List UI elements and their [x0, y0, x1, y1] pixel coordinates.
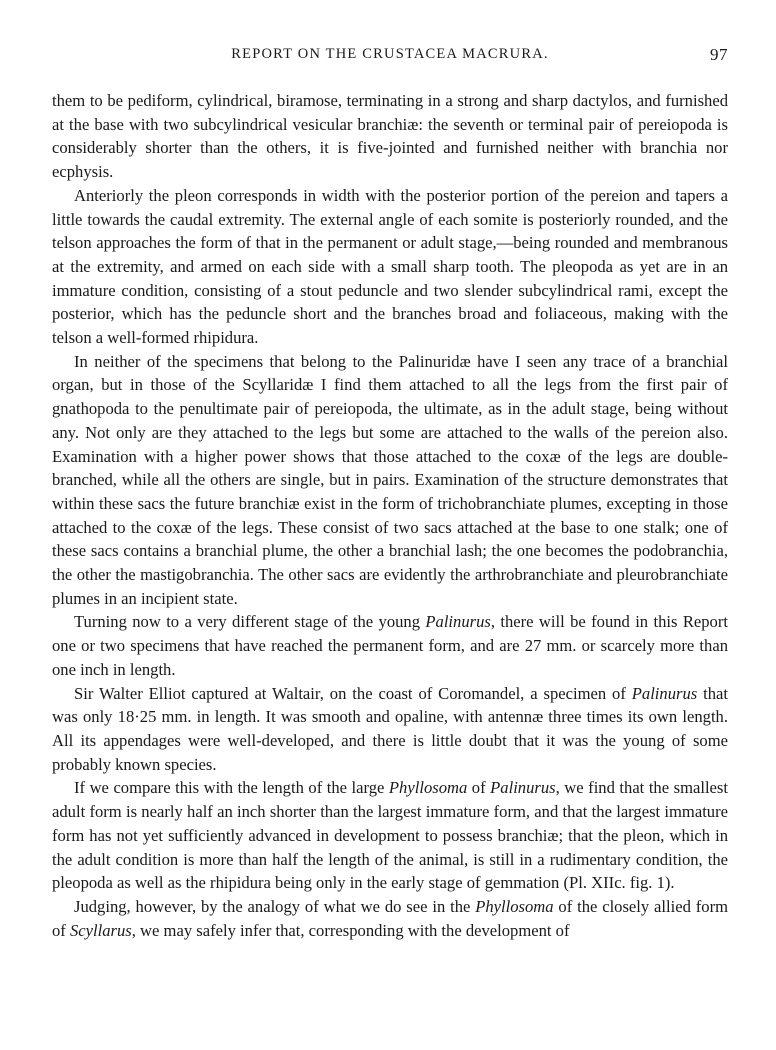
paragraph-text: of — [467, 778, 491, 798]
paragraph-text: , there will be found in this Report one or two specimens that have reached the permanent form, and are 27 mm. or scarcely more than one inch in length. — [52, 612, 728, 679]
genus-name: Scyllarus — [69, 920, 132, 940]
genus-name: Palinurus — [631, 683, 698, 703]
genus-name: Palinurus — [490, 778, 556, 798]
paragraph-text: Turning now to a very different stage of the young — [74, 612, 426, 632]
paragraph-text: Sir Walter Elliot captured at Waltair, on the coast of Coromandel, a specimen of — [74, 683, 632, 703]
page-header — [52, 46, 728, 70]
paragraph-text: of the closely allied form of — [52, 896, 729, 940]
paragraph-text: them to be pediform, cylindrical, biramose, terminating in a strong and sharp dactylos, and furnished at the base with two subcylindrical vesicular branchiæ: the seventh or terminal pair of pereiopoda is considerably shorter than the others, it is five-jointed and furnished neither with branchia nor ecphysis. — [52, 91, 728, 182]
paragraph-text: In neither of the specimens that belong to the Palinuridæ have I seen any trace of a branchial organ, but in those of the Scyllaridæ I find them attached to all the legs from the first pair of gnathopoda to the penultimate pair of pereiopoda, the ultimate, as in the adult stage, being without any. Not only are they attached to the legs but some are attached to the walls of the pereion also. Examination with a higher power shows that those attached to the coxæ of the legs are double-branched, while all the others are single, but in pairs. Examination of the structure demonstrates that within these sacs the future branchiæ exist in the form of trichobranchiate plumes, excepting in those attached to the coxæ of the legs. These consist of two sacs attached at the base to one stalk; one of these sacs contains a branchial plume, the other a branchial lash; the one becomes the podobranchia, the other the mastigobranchia. The other sacs are evidently the arthrobranchiate and pleurobranchiate plumes in an incipient state. — [52, 351, 728, 608]
paragraph-text: If we compare this with the length of the large — [74, 778, 389, 798]
paragraph-4 — [52, 610, 728, 681]
genus-name: Phyllosoma — [475, 896, 554, 916]
paragraph-text: that was only 18·25 mm. in length. It was smooth and opaline, with antennæ three times its own length. All its appendages were well-developed, and there is little doubt that it was the young of some probably known species. — [52, 683, 729, 774]
paragraph-5 — [52, 682, 728, 777]
paragraph-text: , we find that the smallest adult form is nearly half an inch shorter than the largest immature form, and that the largest immature form has not yet sufficiently advanced in development to possess branchiæ; that the pleon, which in the adult condition is more than half the length of the animal, is still in a rudimentary condition, the pleopoda as well as the rhipidura being only in the early stage of gemmation (Pl. XIIc. fig. 1). — [52, 778, 728, 893]
paragraph-3 — [52, 350, 728, 611]
paragraph-text: , we may safely infer that, corresponding with the development of — [131, 920, 570, 940]
paragraph-1 — [52, 89, 728, 184]
paragraph-6 — [52, 776, 728, 895]
body-text — [52, 89, 728, 942]
running-title: REPORT ON THE CRUSTACEA MACRURA. — [231, 46, 549, 62]
paragraph-text: Anteriorly the pleon corresponds in width with the posterior portion of the pereion and tapers a little towards the caudal extremity. The external angle of each somite is posteriorly rounded, and the telson approaches the form of that in the permanent or adult stage,—being rounded and membranous at the extremity, and armed on each side with a small sharp tooth. The pleopoda as yet are in an immature condition, consisting of a stout peduncle and two slender subcylindrical rami, except the posterior, which has the peduncle short and the branches broad and foliaceous, making with the telson a well-formed rhipidura. — [52, 185, 728, 348]
paragraph-7 — [52, 895, 728, 942]
paragraph-2 — [52, 184, 728, 350]
genus-name: Palinurus — [425, 612, 491, 632]
genus-name: Phyllosoma — [388, 778, 468, 798]
paragraph-text: Judging, however, by the analogy of what we do see in the — [74, 896, 476, 916]
page-number: 97 — [710, 45, 728, 64]
